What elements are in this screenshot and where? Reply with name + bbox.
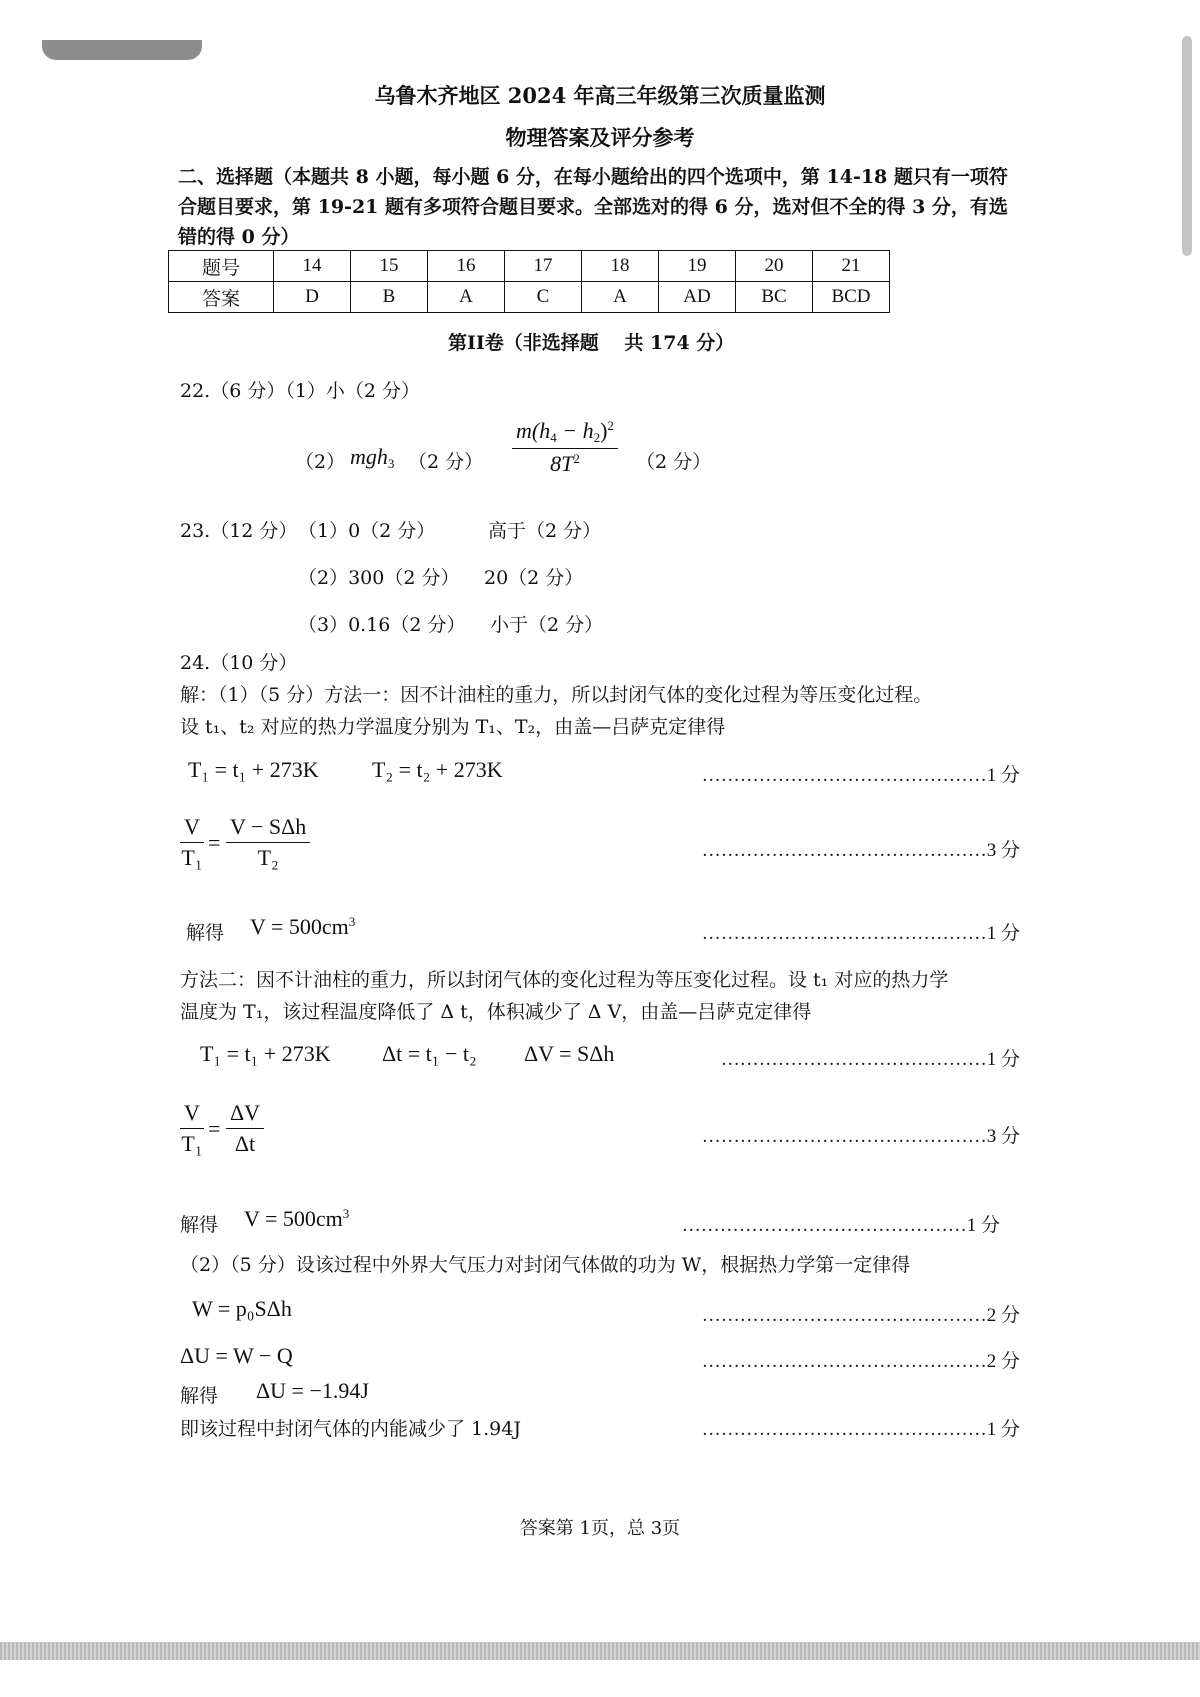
q23-label: 23.（12 分） (180, 520, 298, 542)
num-part: m(h (516, 418, 551, 443)
answer-cell: D (274, 282, 351, 313)
q23-answer: （2）300（2 分） (298, 567, 460, 589)
answer-cell: AD (659, 282, 736, 313)
score-marker: ………………………………………2 分 (701, 1305, 1020, 1326)
q23-answer: 20（2 分） (484, 567, 584, 589)
den-sup: 2 (573, 451, 580, 466)
result (250, 914, 355, 940)
q22-label: 22.（6 分）（1）小（2 分） (180, 380, 421, 402)
q24-label: 24.（10 分） (180, 652, 298, 674)
result (244, 1206, 349, 1232)
fraction-numerator: ΔV (226, 1100, 264, 1129)
q23-answer: 高于（2 分） (488, 520, 602, 542)
equation: Δt = t₁ − t₂ (382, 1041, 477, 1066)
fraction-denominator: T₁ (181, 1131, 203, 1156)
result-text: V = 500cm (244, 1206, 343, 1231)
q23-answer: （1）0（2 分） (298, 520, 436, 542)
fraction-denominator: T₁ (181, 845, 203, 870)
fraction (226, 1100, 264, 1157)
fraction (180, 814, 204, 871)
answer-cell: B (351, 282, 428, 313)
equation: W = p₀SΔh (192, 1296, 292, 1321)
fraction-denominator: T₂ (257, 845, 279, 870)
fraction-denominator (512, 449, 618, 477)
num-sub: 4 (550, 430, 557, 445)
fraction (226, 814, 310, 871)
q22-expr-sub: 3 (387, 456, 395, 471)
score-marker: ………………………………………1 分 (701, 923, 1020, 944)
q24-method1-text: 设 t₁、t₂ 对应的热力学温度分别为 T₁、T₂，由盖—吕萨克定律得 (180, 716, 726, 738)
question-number: 14 (274, 251, 351, 282)
answer-cell: BCD (813, 282, 890, 313)
equation: T₁ = t₁ + 273K (200, 1041, 331, 1066)
table-row (169, 282, 890, 313)
q22-part2-prefix: （2） (295, 451, 346, 473)
volume-heading: 第II卷（非选择题 共 174 分） (448, 332, 735, 354)
fraction-numerator: V (180, 814, 204, 843)
equals-sign: = (208, 830, 221, 855)
den-part: 8T (550, 451, 574, 476)
result-sup: 3 (342, 1206, 350, 1221)
num-part: − h (556, 418, 594, 443)
question-number: 20 (736, 251, 813, 282)
q22-expr-text: mgh (350, 444, 388, 469)
solve-label: 解得 (180, 1385, 219, 1407)
conclusion-text: 即该过程中封闭气体的内能减少了 1.94J (180, 1418, 521, 1440)
q22-fraction-score: （2 分） (636, 451, 712, 473)
answer-cell: BC (736, 282, 813, 313)
equation: T₁ = t₁ + 273K (188, 757, 319, 782)
score-marker: ………………………………………1 分 (681, 1215, 1000, 1236)
q23-answer: （3）0.16（2 分） (298, 614, 466, 636)
page-divider (0, 1642, 1200, 1660)
answer-table (168, 250, 890, 313)
fraction-numerator: V (180, 1100, 204, 1129)
page-tab (42, 40, 202, 60)
q24-method1-text: 解：（1）（5 分）方法一：因不计油柱的重力，所以封闭气体的变化过程为等压变化过程。 (180, 684, 933, 706)
question-number: 18 (582, 251, 659, 282)
q22-expression (350, 444, 394, 472)
q24-method2-text: 方法二：因不计油柱的重力，所以封闭气体的变化过程为等压变化过程。设 t₁ 对应的热力学 (180, 969, 949, 991)
num-sub: 2 (593, 430, 601, 445)
score-marker: ………………………………………3 分 (701, 1126, 1020, 1147)
document-subtitle: 物理答案及评分参考 (505, 125, 695, 150)
solve-label: 解得 (186, 922, 225, 944)
question-number: 16 (428, 251, 505, 282)
question-number: 17 (505, 251, 582, 282)
result-text: V = 500cm (250, 914, 349, 939)
row-label: 答案 (169, 282, 274, 313)
answer-cell: A (428, 282, 505, 313)
score-marker: ………………………………………1 分 (701, 1419, 1020, 1440)
page-footer: 答案第 1页，总 3页 (519, 1518, 681, 1539)
result: ΔU = −1.94J (256, 1378, 369, 1403)
equals-sign: = (208, 1116, 221, 1141)
answer-cell: A (582, 282, 659, 313)
table-row (169, 251, 890, 282)
score-marker: ………………………………………2 分 (701, 1351, 1020, 1372)
equation: ΔV = SΔh (524, 1041, 615, 1066)
q23-answer: 小于（2 分） (490, 614, 604, 636)
question-number: 21 (813, 251, 890, 282)
section-intro: 二、选择题（本题共 8 小题，每小题 6 分，在每小题给出的四个选项中，第 14-18 题只有一项符合题目要求，第 19-21 题有多项符合题目要求。全部选对的得 6 分，选对但不全的得 3 分，有选错的得 0 分） (178, 166, 1008, 248)
fraction-numerator: V − SΔh (226, 814, 310, 843)
equation: ΔU = W − Q (180, 1343, 293, 1368)
solve-label: 解得 (180, 1214, 219, 1236)
score-marker: ……………………………………1 分 (720, 1049, 1020, 1070)
question-number: 15 (351, 251, 428, 282)
question-number: 19 (659, 251, 736, 282)
fraction-numerator (512, 418, 618, 449)
document-title: 乌鲁木齐地区 2024 年高三年级第三次质量监测 (374, 83, 826, 108)
q22-part2-score: （2 分） (408, 451, 484, 473)
fraction-denominator: Δt (234, 1131, 256, 1156)
score-marker: ………………………………………3 分 (701, 840, 1020, 861)
answer-cell: C (505, 282, 582, 313)
equation: T₂ = t₂ + 273K (372, 757, 503, 782)
q24-method2-text: 温度为 T₁，该过程温度降低了 Δ t，体积减少了 Δ V，由盖—吕萨克定律得 (180, 1001, 812, 1023)
fraction (180, 1100, 204, 1157)
num-part: ) (600, 418, 608, 443)
score-marker: ………………………………………1 分 (701, 765, 1020, 786)
num-sup: 2 (607, 418, 614, 433)
row-label: 题号 (169, 251, 274, 282)
q22-fraction (512, 418, 618, 477)
result-sup: 3 (348, 914, 356, 929)
q24-part2-text: （2）（5 分）设该过程中外界大气压力对封闭气体做的功为 W，根据热力学第一定律得 (180, 1254, 911, 1276)
